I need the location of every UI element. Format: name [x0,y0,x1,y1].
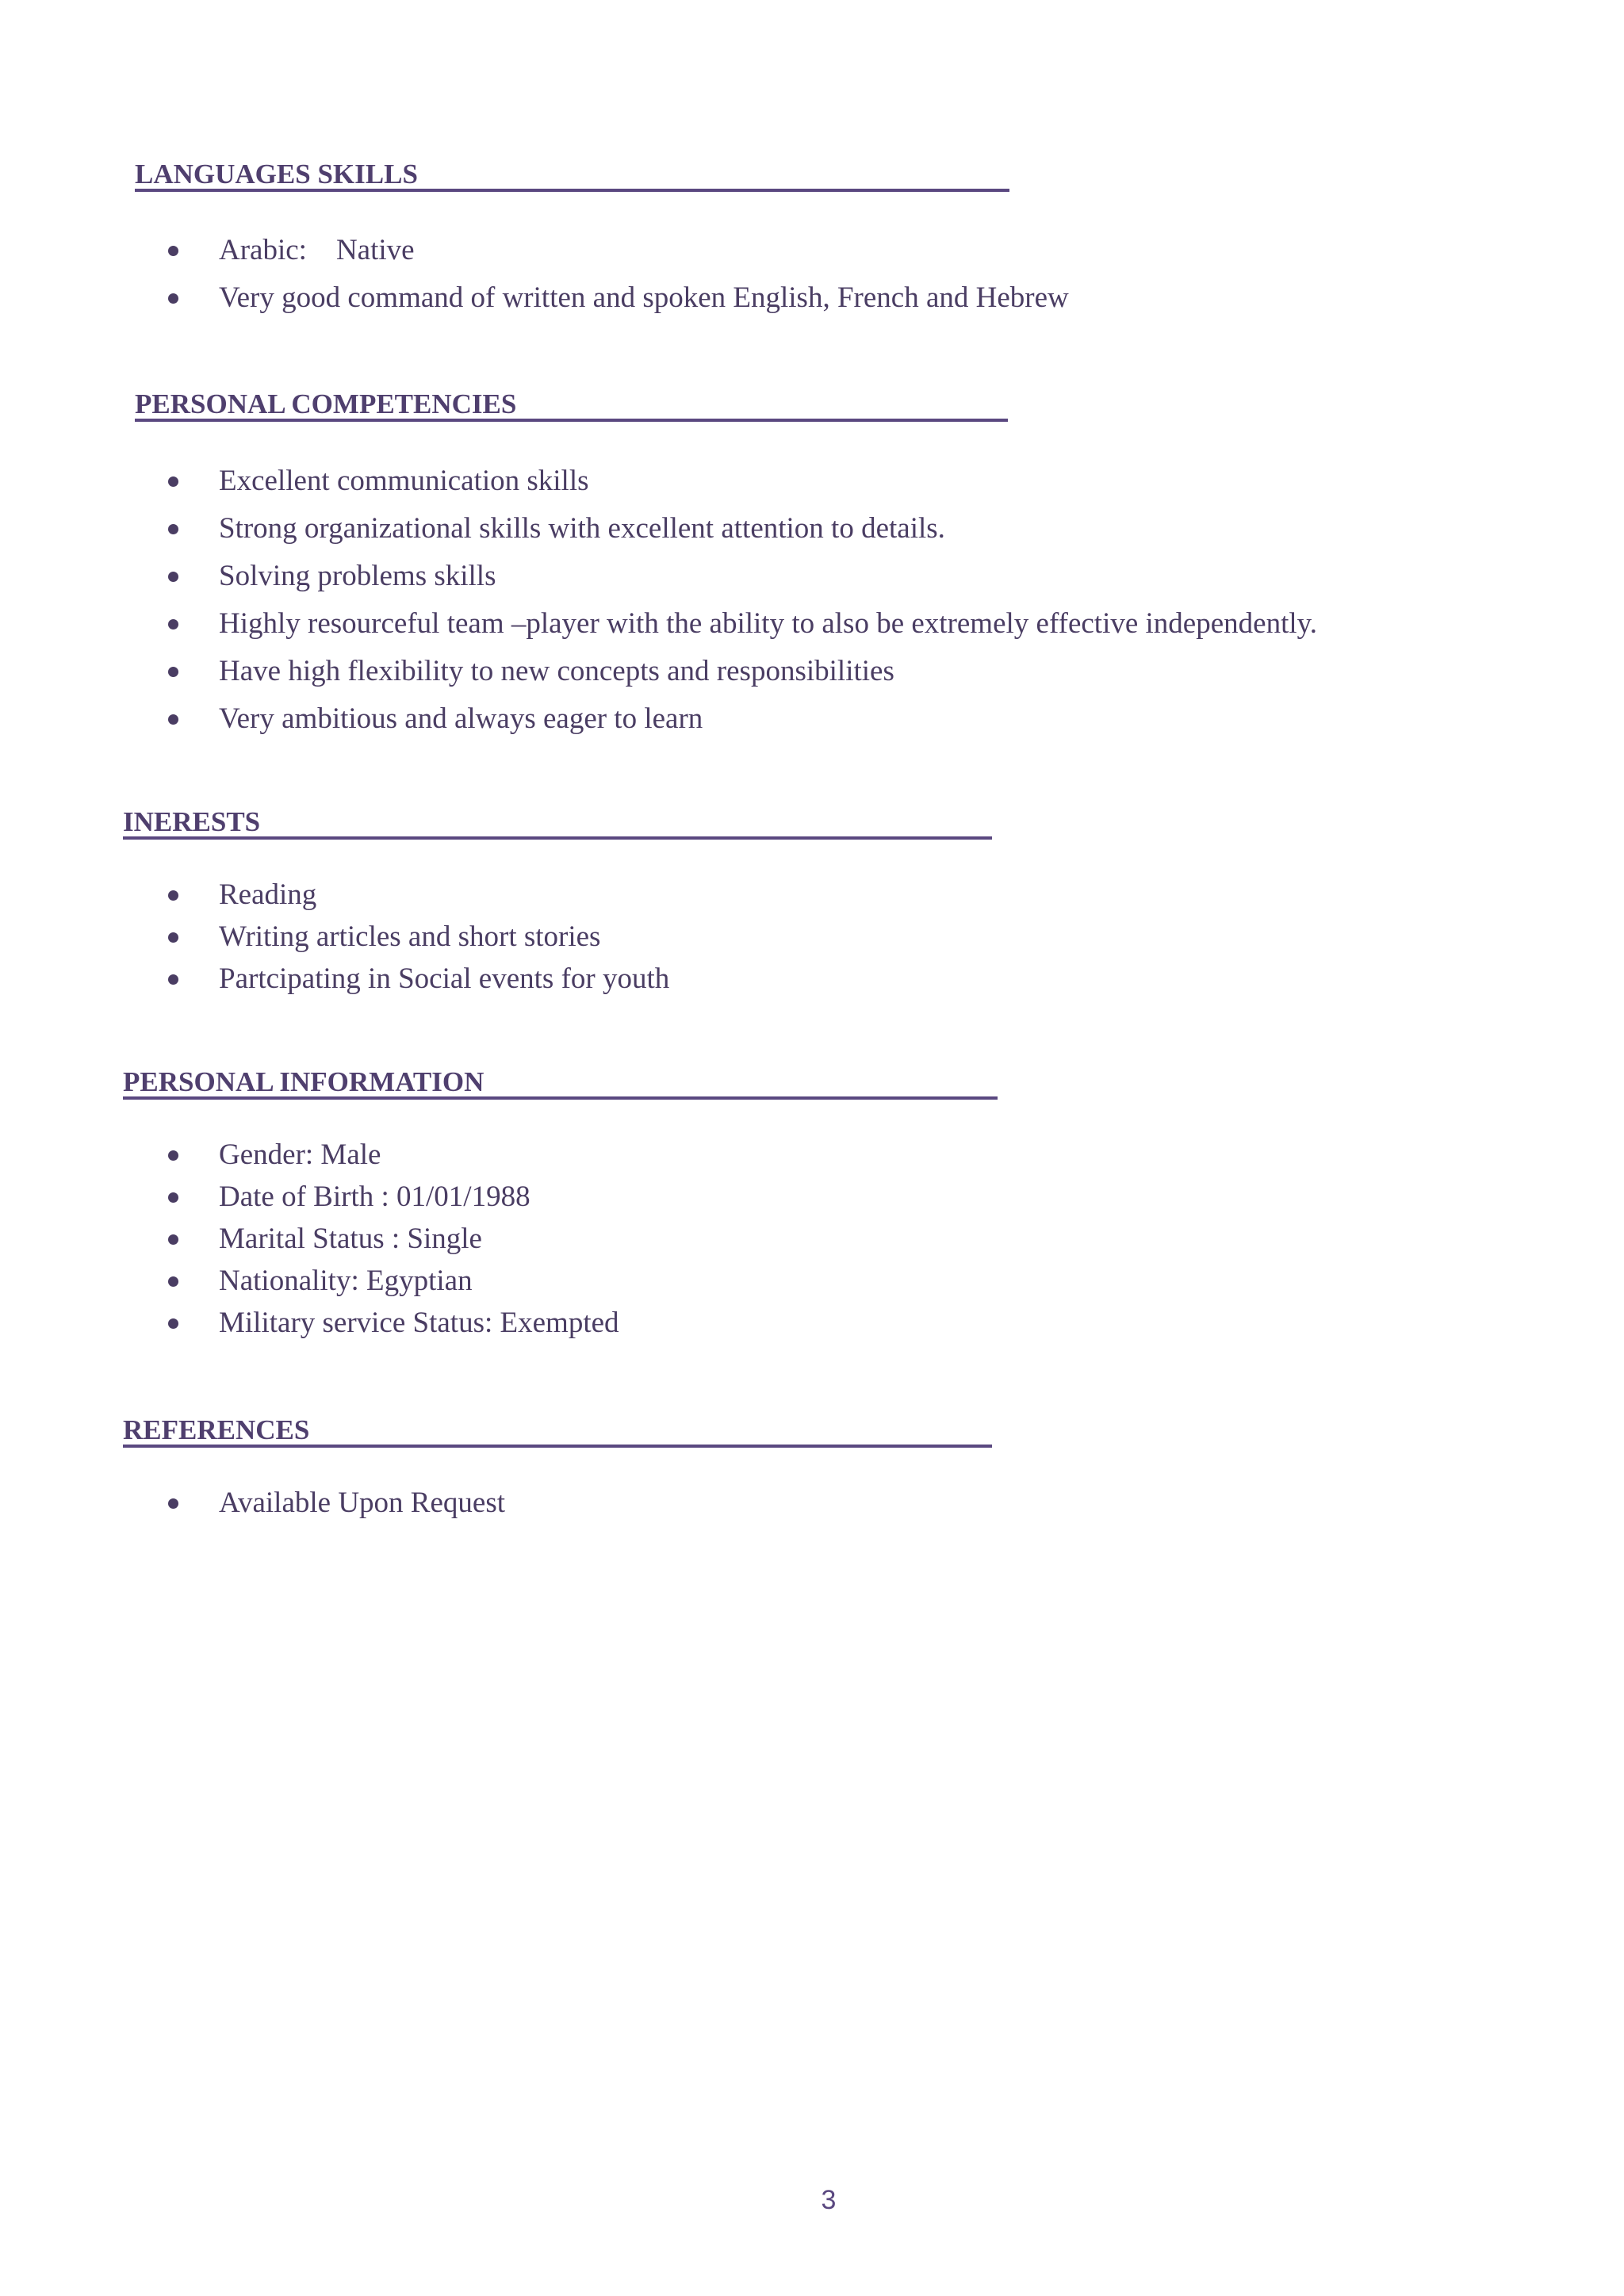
list-item-text: Marital Status : Single [219,1223,482,1255]
list-item [133,1218,998,1260]
bullet-icon [168,1498,178,1509]
bullet-icon [168,1276,178,1287]
list-item [133,457,1317,505]
list-item [133,1482,992,1524]
competencies-section [135,388,1317,743]
interests-heading: INERESTS [123,806,992,840]
list-item [133,1302,998,1344]
languages-section [135,159,1069,322]
bullet-icon [168,1318,178,1329]
bullet-icon [168,572,178,582]
references-section [123,1414,992,1524]
languages-list [135,227,1069,322]
bullet-icon [168,293,178,304]
page-number: 3 [821,2185,837,2215]
list-item [133,227,1069,274]
list-item [133,874,992,916]
bullet-icon [168,714,178,725]
bullet-icon [168,524,178,534]
personal-info-section [123,1066,998,1344]
bullet-icon [168,476,178,487]
list-item [133,1176,998,1218]
personal-info-heading: PERSONAL INFORMATION [123,1066,998,1100]
list-item [133,958,992,1000]
personal-info-list [123,1134,998,1344]
list-item [133,1134,998,1176]
references-list [123,1482,992,1524]
list-item-text: Very ambitious and always eager to learn [219,702,703,735]
interests-section [123,806,992,1000]
list-item [133,505,1317,553]
list-item [133,1260,998,1302]
languages-heading: LANGUAGES SKILLS [135,159,1009,192]
bullet-icon [168,1192,178,1203]
list-item [133,648,1317,695]
list-item-text: Date of Birth : 01/01/1988 [219,1181,530,1213]
bullet-icon [168,890,178,901]
bullet-icon [168,667,178,677]
interests-list [123,874,992,1000]
list-item [133,916,992,958]
list-item-text: Have high flexibility to new concepts and responsibilities [219,655,894,687]
list-item [133,553,1317,600]
bullet-icon [168,246,178,256]
bullet-icon [168,932,178,943]
list-item-text: Writing articles and short stories [219,920,601,953]
competencies-list [135,457,1317,743]
bullet-icon [168,1150,178,1161]
references-heading: REFERENCES [123,1414,992,1448]
list-item-text: Highly resourceful team –player with the ability to also be extremely effective independently. [219,607,1317,640]
list-item [133,600,1317,648]
list-item-text: Nationality: Egyptian [219,1265,473,1297]
list-item [133,274,1069,322]
list-item-text: Arabic: Native [219,234,415,266]
list-item-text: Reading [219,878,317,911]
list-item-text: Gender: Male [219,1138,381,1171]
list-item-text: Military service Status: Exempted [219,1307,619,1339]
list-item-text: Excellent communication skills [219,465,589,497]
list-item-text: Solving problems skills [219,560,496,592]
list-item-text: Strong organizational skills with excellent attention to details. [219,512,945,545]
list-item-text: Available Upon Request [219,1487,506,1519]
list-item-text: Partcipating in Social events for youth [219,962,670,995]
competencies-heading: PERSONAL COMPETENCIES [135,388,1008,422]
bullet-icon [168,974,178,985]
list-item [133,695,1317,743]
bullet-icon [168,1234,178,1245]
list-item-text: Very good command of written and spoken English, French and Hebrew [219,281,1069,314]
bullet-icon [168,619,178,629]
